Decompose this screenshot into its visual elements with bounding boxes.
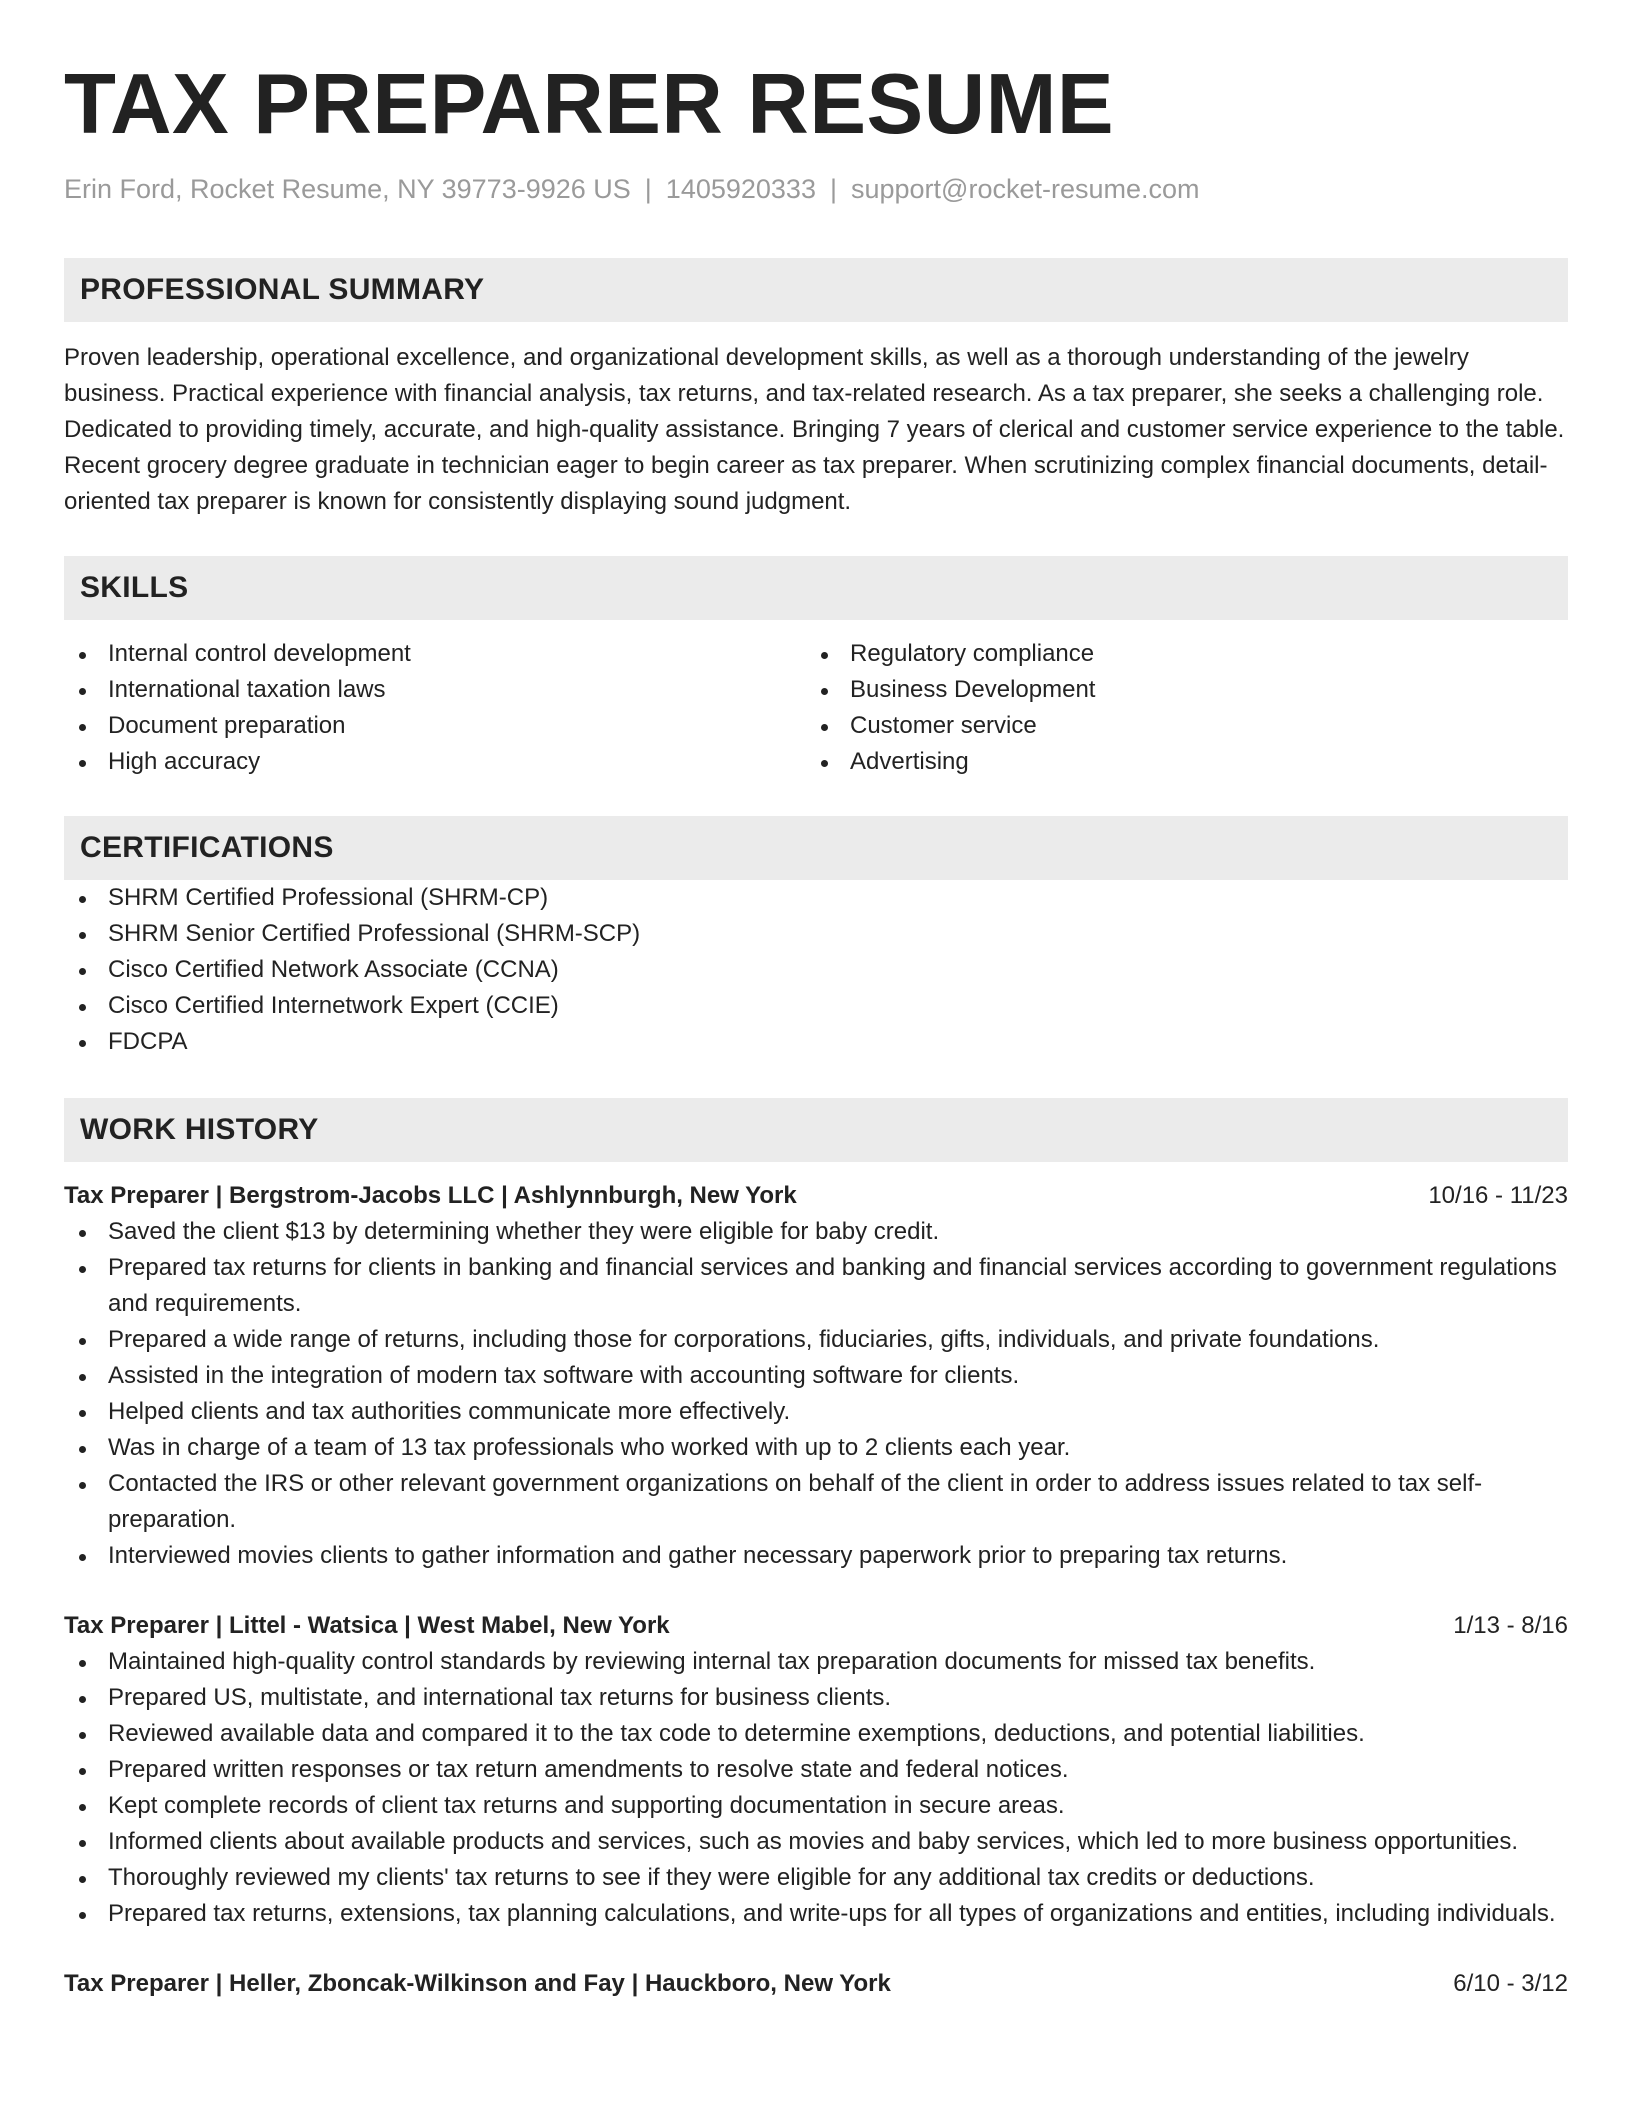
skill-item: Regulatory compliance [806, 636, 1548, 672]
skills-grid [64, 636, 1568, 780]
job-bullet: Prepared written responses or tax return amendments to resolve state and federal notices. [64, 1752, 1568, 1788]
summary-heading: PROFESSIONAL SUMMARY [64, 258, 1568, 322]
skill-item: Customer service [806, 708, 1548, 744]
job-bullet: Thoroughly reviewed my clients' tax returns to see if they were eligible for any additional tax credits or deductions. [64, 1860, 1568, 1896]
skills-heading: SKILLS [64, 556, 1568, 620]
job-dates: 6/10 - 3/12 [1453, 1970, 1568, 1997]
job-title: Tax Preparer | Littel - Watsica | West Mabel, New York [64, 1612, 670, 1639]
certification-item: SHRM Senior Certified Professional (SHRM-SCP) [64, 916, 1568, 952]
job-bullet: Reviewed available data and compared it to the tax code to determine exemptions, deductions, and potential liabilities. [64, 1716, 1568, 1752]
job-bullet: Helped clients and tax authorities communicate more effectively. [64, 1394, 1568, 1430]
job-entry [64, 1178, 1568, 1574]
job-bullet-list [64, 1214, 1568, 1574]
summary-text: Proven leadership, operational excellence, and organizational development skills, as well as a thorough understanding of the jewelry business. Practical experience with financial analysis, tax returns, and tax-related research. As a tax preparer, she seeks a challenging role. Dedicated to providing timely, accurate, and high-quality assistance. Bringing 7 years of clerical and customer service experience to the table. Recent grocery degree graduate in technician eager to begin career as tax preparer. When scrutinizing complex financial documents, detail-oriented tax preparer is known for consistently displaying sound judgment. [64, 344, 1565, 515]
job-title: Tax Preparer | Bergstrom-Jacobs LLC | Ashlynnburgh, New York [64, 1182, 797, 1209]
certification-item: Cisco Certified Internetwork Expert (CCIE) [64, 988, 1568, 1024]
certification-item: SHRM Certified Professional (SHRM-CP) [64, 880, 1568, 916]
job-bullet: Prepared US, multistate, and international tax returns for business clients. [64, 1680, 1568, 1716]
job-title: Tax Preparer | Heller, Zboncak-Wilkinson and Fay | Hauckboro, New York [64, 1970, 891, 1997]
certifications-list [64, 880, 1568, 1060]
skill-item: Business Development [806, 672, 1548, 708]
skill-item: Advertising [806, 744, 1548, 780]
contact-address: Erin Ford, Rocket Resume, NY 39773-9926 US [64, 174, 631, 204]
job-dates: 1/13 - 8/16 [1453, 1612, 1568, 1639]
job-bullet: Saved the client $13 by determining whether they were eligible for baby credit. [64, 1214, 1568, 1250]
job-header [64, 1966, 1568, 2002]
job-bullet: Informed clients about available products and services, such as movies and baby services, which led to more business opportunities. [64, 1824, 1568, 1860]
certification-item: FDCPA [64, 1024, 1568, 1060]
skills-list-left [64, 636, 806, 780]
skill-item: International taxation laws [64, 672, 806, 708]
contact-separator: | [829, 174, 837, 204]
job-entry [64, 1608, 1568, 1932]
job-bullet: Kept complete records of client tax returns and supporting documentation in secure areas. [64, 1788, 1568, 1824]
job-bullet: Maintained high-quality control standards by reviewing internal tax preparation documents for missed tax benefits. [64, 1644, 1568, 1680]
certifications-heading: CERTIFICATIONS [64, 816, 1568, 880]
skill-item: Document preparation [64, 708, 806, 744]
job-entry [64, 1966, 1568, 2002]
contact-separator: | [644, 174, 652, 204]
job-bullet: Interviewed movies clients to gather information and gather necessary paperwork prior to preparing tax returns. [64, 1538, 1568, 1574]
job-bullet: Assisted in the integration of modern tax software with accounting software for clients. [64, 1358, 1568, 1394]
job-header [64, 1608, 1568, 1644]
job-bullet: Was in charge of a team of 13 tax professionals who worked with up to 2 clients each year. [64, 1430, 1568, 1466]
job-header [64, 1178, 1568, 1214]
skill-item: High accuracy [64, 744, 806, 780]
job-bullet: Prepared tax returns, extensions, tax planning calculations, and write-ups for all types of organizations and entities, including individuals. [64, 1896, 1568, 1932]
job-bullet: Contacted the IRS or other relevant government organizations on behalf of the client in order to address issues related to tax self-preparation. [64, 1466, 1568, 1538]
contact-phone: 1405920333 [665, 174, 816, 204]
job-dates: 10/16 - 11/23 [1428, 1182, 1568, 1209]
contact-line [64, 172, 1568, 206]
skill-item: Internal control development [64, 636, 806, 672]
job-bullet: Prepared a wide range of returns, including those for corporations, fiduciaries, gifts, individuals, and private foundations. [64, 1322, 1568, 1358]
job-bullet: Prepared tax returns for clients in banking and financial services and banking and financial services according to government regulations and requirements. [64, 1250, 1568, 1322]
skills-list-right [806, 636, 1548, 780]
work-history-heading: WORK HISTORY [64, 1098, 1568, 1162]
certification-item: Cisco Certified Network Associate (CCNA) [64, 952, 1568, 988]
resume-title: TAX PREPARER RESUME [64, 57, 1115, 152]
job-bullet-list [64, 1644, 1568, 1932]
contact-email: support@rocket-resume.com [850, 174, 1200, 204]
